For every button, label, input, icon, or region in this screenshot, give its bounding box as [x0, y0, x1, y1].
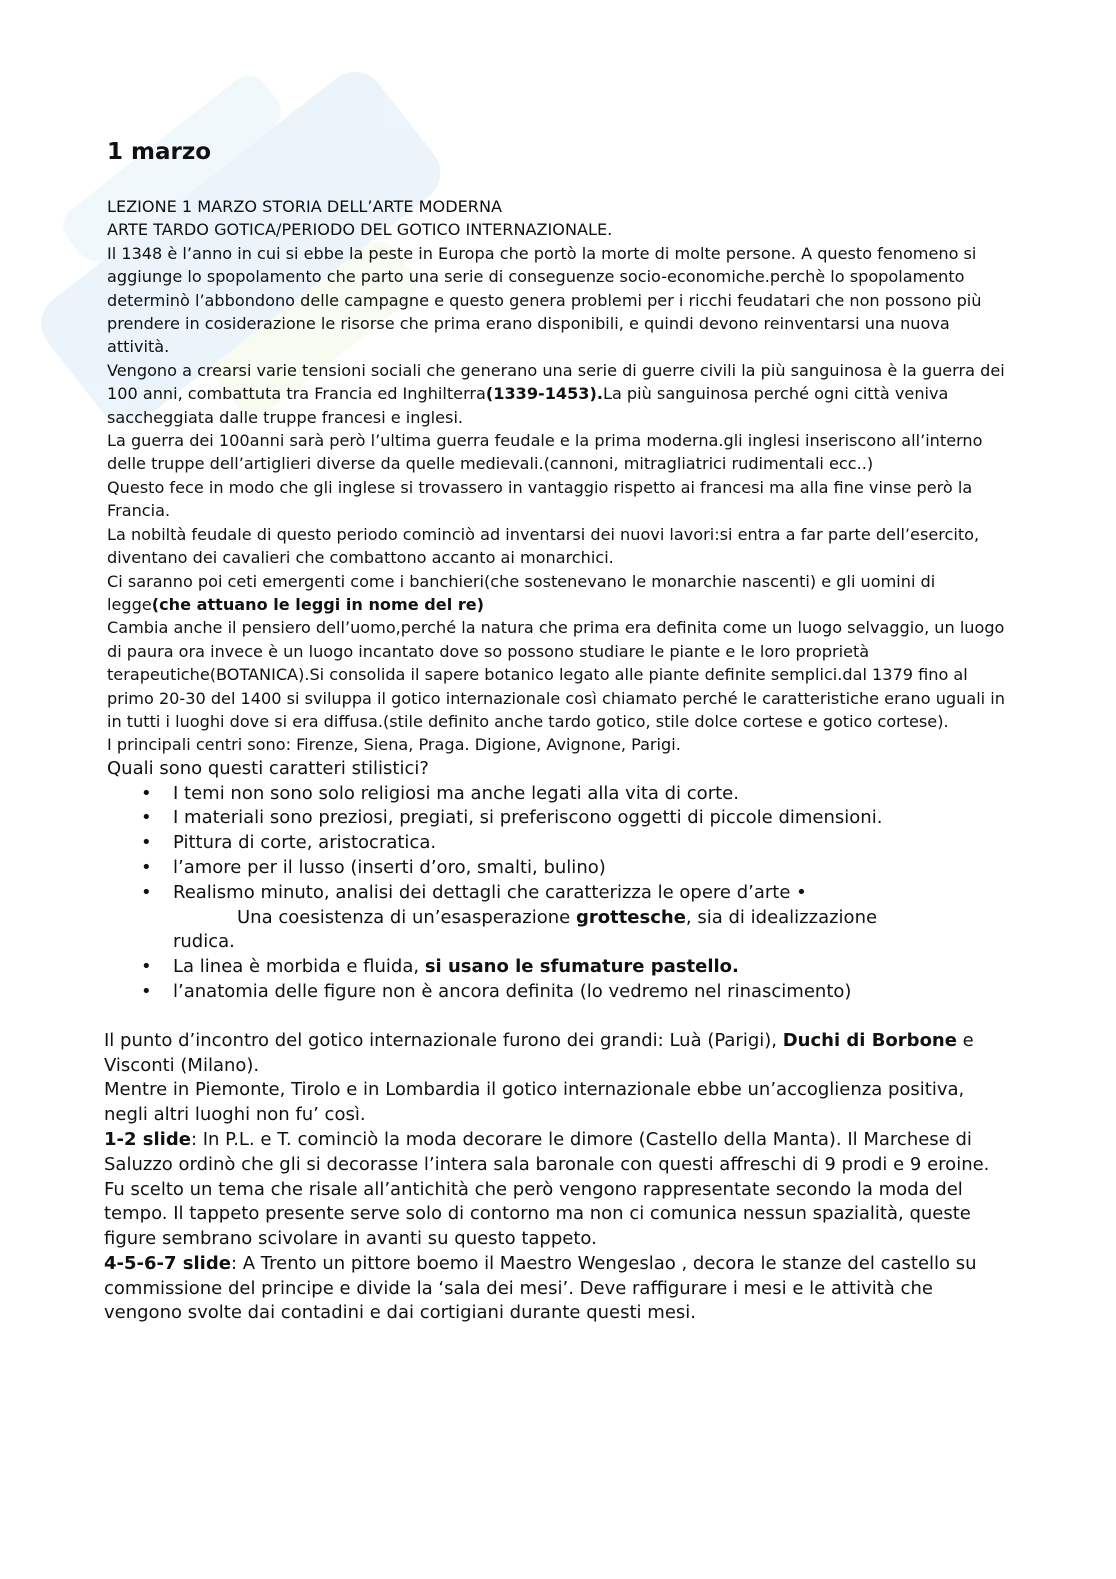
list-item-continuation: Una coesistenza di un’esasperazione grottesche, sia di idealizzazione: [237, 906, 878, 928]
paragraph-vantaggio: Questo fece in modo che gli inglese si trovassero in vantaggio rispetto ai francesi ma alla fine vinse però la Francia.: [107, 477, 973, 521]
paragraph-feudale: La guerra dei 100anni sarà però l’ultima guerra feudale e la prima moderna.gli inglesi inseriscono all’interno delle truppe dell’artiglieri diverse da quelle medievali.(cannoni, mitragliatrici rudimentali ecc..): [107, 431, 983, 474]
paragraph-peste: Il 1348 è l’anno in cui si ebbe la peste in Europa che portò la morte di molte persone. A questo fenomeno si aggiunge lo spopolamento che parto una serie di conseguenze socio-economiche.perchè lo spopolamento determinò l’abbondono delle campagne e questo genera problemi per i ricchi feudatari che non possono più prendere in cosiderazione le risorse che prima erano disponibili, e quindi devono reinventarsi una nuova attività.: [107, 243, 982, 357]
bullet-list: [107, 782, 1007, 1005]
page-title: 1 marzo: [107, 139, 212, 165]
document-body: [104, 138, 1007, 1326]
list-item: • La linea è morbida e fluida, si usano le sfumature pastello.: [107, 955, 1013, 980]
paragraph-slide-1-2: 1-2 slide: In P.L. e T. cominciò la moda decorare le dimore (Castello della Manta). Il Marchese di: [104, 1128, 972, 1150]
paragraph-pensiero: Cambia anche il pensiero dell’uomo,perché la natura che prima era definita come un luogo selvaggio, un luogo di paura ora invece è un luogo incantato dove so possono studiare le piante e le loro proprietà terapeutiche(BOTANICA).Si consolida il sapere botanico legato alle piante definite semplici.dal 1379 fino al primo 20-30 del 1400 si sviluppa il gotico internazionale così chiamato perché le caratteristiche erano uguali in in tutti i luoghi dove si era diffusa.(stile definito anche tardo gotico, stile dolce cortese e gotico cortese).: [107, 618, 1005, 731]
paragraph-slide-4-7: 4-5-6-7 slide: A Trento un pittore boemo il Maestro Wengeslao , decora le stanze del castello su commissione del principe e divide la ‘sala dei mesi’. Deve raffigurare i mesi e le attività che vengono svolte dai contadini e dai cortigiani durante questi mesi.: [104, 1252, 977, 1324]
list-item: • l’amore per il lusso (inserti d’oro, smalti, bulino): [107, 856, 1013, 881]
list-item: • I temi non sono solo religiosi ma anche legati alla vita di corte.: [107, 782, 1013, 807]
list-item-continuation: rudica.: [173, 931, 235, 953]
list-item: • Pittura di corte, aristocratica.: [107, 831, 1013, 856]
question-heading: Quali sono questi caratteri stilistici?: [107, 757, 429, 779]
paragraph-centri: I principali centri sono: Firenze, Siena, Praga. Digione, Avignone, Parigi.: [107, 735, 681, 755]
paragraph-nobilta: La nobiltà feudale di questo periodo cominciò ad inventarsi dei nuovi lavori:si entra a far parte dell’esercito, diventano dei cavalieri che combattono accanto ai monarchici.: [107, 524, 980, 568]
paragraph-saluzzo: Saluzzo ordinò che gli si decorasse l’intera sala baronale con questi affreschi di 9 prodi e 9 eroine.: [104, 1153, 990, 1175]
spacer: [107, 1005, 1007, 1029]
paragraph-guerra: Vengono a crearsi varie tensioni sociali che generano una serie di guerre civili la più sanguinosa è la guerra dei 100 anni, combattuta tra Francia ed Inghilterra(1339-1453).La più sanguinosa perché ogni città veniva saccheggiata dalle truppe francesi e inglesi.: [107, 360, 1005, 427]
intro-line: ARTE TARDO GOTICA/PERIODO DEL GOTICO INTERNAZIONALE.: [107, 220, 613, 240]
paragraph-incontro: Il punto d’incontro del gotico internazionale furono dei grandi: Luà (Parigi), Duchi di Borbone e Visconti (Milano).: [104, 1029, 974, 1076]
list-item: • I materiali sono preziosi, pregiati, si preferiscono oggetti di piccole dimensioni.: [107, 806, 1013, 831]
paragraph-tema: Fu scelto un tema che risale all’antichità che però vengono rappresentate secondo la moda del tempo. Il tappeto presente serve solo di contorno ma non ci comunica nessun spazialità, queste figure sembrano scivolare in avanti su questo tappeto.: [104, 1178, 971, 1250]
list-item: • l’anatomia delle figure non è ancora definita (lo vedremo nel rinascimento): [107, 980, 1013, 1005]
intro-line: LEZIONE 1 MARZO STORIA DELL’ARTE MODERNA: [107, 197, 502, 216]
paragraph-piemonte: Mentre in Piemonte, Tirolo e in Lombardia il gotico internazionale ebbe un’accoglienza positiva, negli altri luoghi non fu’ così.: [104, 1079, 965, 1126]
paragraph-ceti: Ci saranno poi ceti emergenti come i banchieri(che sostenevano le monarchie nascenti) e gli uomini di legge(che attuano le leggi in nome del re): [107, 571, 936, 614]
list-item: • Realismo minuto, analisi dei dettagli che caratterizza le opere d’arte • Una coesistenza di un’esasperazione grottesche, sia di idealizzazione rudica.: [107, 881, 1013, 955]
